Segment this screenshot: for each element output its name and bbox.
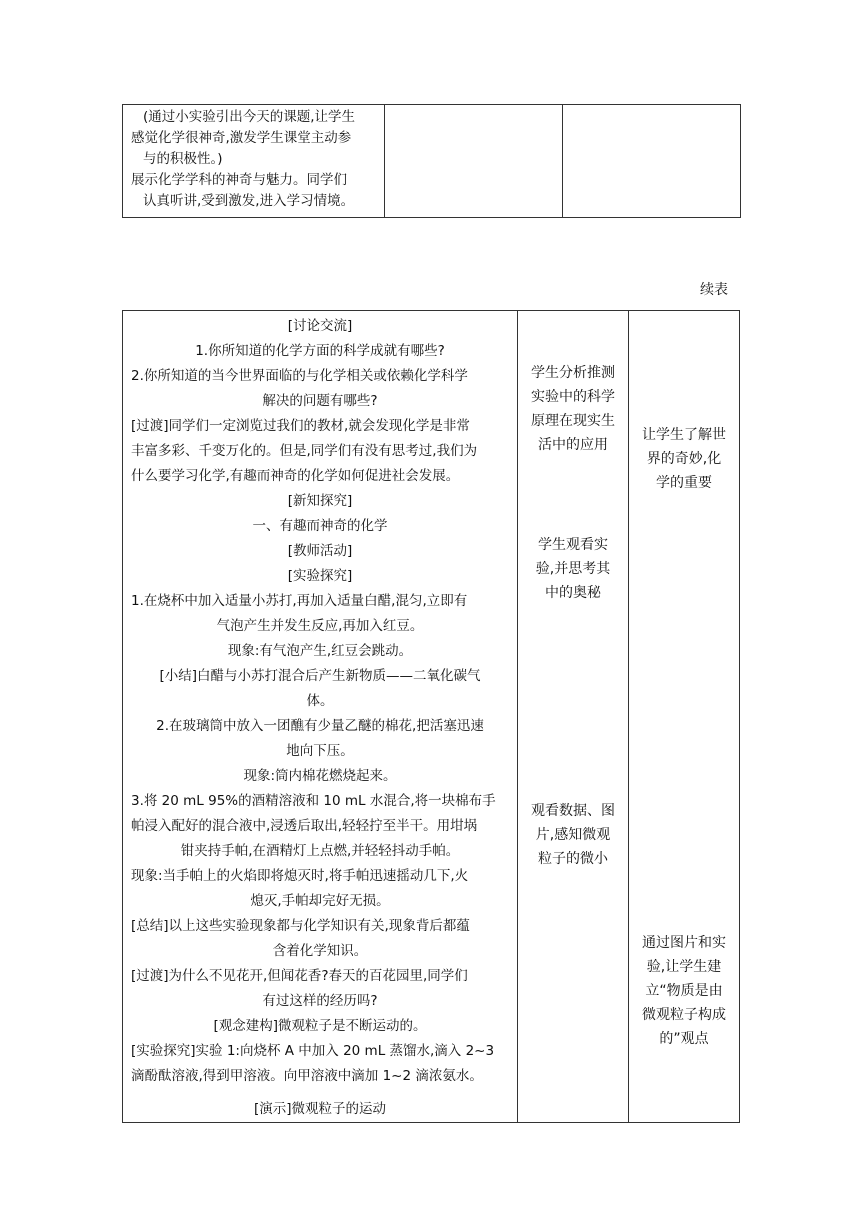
text-line: 观看数据、图 [531, 803, 615, 819]
student-activity-block [524, 799, 622, 871]
table-row [123, 105, 741, 218]
text-line: 微观粒子构成 [642, 1007, 726, 1023]
text-line: 让学生了解世 [642, 427, 726, 443]
text-line: [过渡]同学们一定浏览过我们的教材,就会发现化学是非常 [131, 418, 470, 434]
text-line: 感觉化学很神奇,激发学生课堂主动参 [131, 130, 352, 146]
text-line: 认真听讲,受到激发,进入学习情境。 [143, 193, 355, 209]
text-line: 通过图片和实 [642, 935, 726, 951]
continued-label: 续表 [700, 282, 728, 298]
text-line: 3.将 20 mL 95%的酒精溶液和 10 mL 水混合,将一块棉布手 [131, 793, 496, 809]
student-activity-block [524, 361, 622, 457]
text-line: 粒子的微小 [538, 851, 608, 867]
text-line: [演示]微观粒子的运动 [253, 1101, 387, 1117]
text-line: 活中的应用 [538, 437, 608, 453]
design-intent-block [635, 931, 733, 1051]
table-row [123, 311, 740, 1123]
text-line: 解决的问题有哪些? [262, 393, 378, 409]
text-line: (通过小实验引出今天的课题,让学生 [143, 109, 356, 125]
text-line: [实验探究]实验 1:向烧杯 A 中加入 20 mL 蒸馏水,滴入 2~3 [131, 1043, 495, 1059]
text-line: 展示化学学科的神奇与魅力。同学们 [131, 172, 347, 188]
text-line: 片,感知微观 [535, 827, 611, 843]
section-heading: 一、有趣而神奇的化学 [252, 518, 388, 534]
teacher-activity-cell [123, 105, 385, 218]
text-line: 实验中的科学 [531, 389, 615, 405]
text-line: 帕浸入配好的混合液中,浸透后取出,轻轻拧至半干。用坩埚 [131, 818, 478, 834]
text-line: 2.你所知道的当今世界面临的与化学相关或依赖化学科学 [131, 368, 468, 384]
text-line: 学的重要 [656, 475, 712, 491]
text-line: 现象:有气泡产生,红豆会跳动。 [227, 643, 413, 659]
lesson-table-top [122, 104, 741, 218]
text-line: [观念建构]微观粒子是不断运动的。 [213, 1018, 427, 1034]
student-activity-cell [518, 311, 629, 1123]
section-heading: [讨论交流] [287, 318, 353, 334]
text-line: 滴酚酞溶液,得到甲溶液。向甲溶液中滴加 1~2 滴浓氨水。 [131, 1068, 483, 1084]
text-line: [过渡]为什么不见花开,但闻花香?春天的百花园里,同学们 [131, 968, 468, 984]
section-heading: [实验探究] [287, 568, 353, 584]
text-line: 2.在玻璃筒中放入一团醮有少量乙醚的棉花,把活塞迅速 [156, 718, 484, 734]
text-line: 丰富多彩、千变万化的。但是,同学们有没有思考过,我们为 [131, 443, 478, 459]
text-line: 学生分析推测 [531, 365, 615, 381]
design-intent-cell [563, 105, 741, 218]
design-intent-cell [629, 311, 740, 1123]
text-line: 有过这样的经历吗? [262, 993, 378, 1009]
text-line: 立“物质是由 [645, 983, 723, 999]
text-line: 原理在现实生 [531, 413, 615, 429]
text-line: 什么要学习化学,有趣而神奇的化学如何促进社会发展。 [131, 468, 460, 484]
section-heading: [教师活动] [287, 543, 353, 559]
text-line: [小结]白醋与小苏打混合后产生新物质——二氧化碳气 [159, 668, 481, 684]
text-line: 界的奇妙,化 [646, 451, 722, 467]
text-line: [总结]以上这些实验现象都与化学知识有关,现象背后都蕴 [131, 918, 470, 934]
text-line: 钳夹持手帕,在酒精灯上点燃,并轻轻抖动手帕。 [180, 843, 460, 859]
text-line: 1.在烧杯中加入适量小苏打,再加入适量白醋,混匀,立即有 [131, 593, 468, 609]
text-line: 中的奥秘 [545, 585, 601, 601]
text-line: 现象:筒内棉花燃烧起来。 [243, 768, 397, 784]
text-line: 体。 [306, 693, 334, 709]
teacher-activity-cell [123, 311, 518, 1123]
text-line: 气泡产生并发生反应,再加入红豆。 [216, 618, 424, 634]
text-line: 验,并思考其 [535, 561, 611, 577]
student-activity-block [524, 533, 622, 605]
text-line: 学生观看实 [538, 537, 608, 553]
text-line: 1.你所知道的化学方面的科学成就有哪些? [195, 343, 445, 359]
text-line: 与的积极性。) [143, 151, 223, 167]
lesson-table-continued [122, 310, 740, 1123]
text-line: 地向下压。 [286, 743, 354, 759]
student-activity-cell [385, 105, 563, 218]
design-intent-block [635, 423, 733, 495]
text-line: 熄灭,手帕却完好无损。 [250, 893, 390, 909]
text-line: 的”观点 [659, 1031, 709, 1047]
text-line: 现象:当手帕上的火焰即将熄灭时,将手帕迅速摇动几下,火 [131, 868, 469, 884]
section-heading: [新知探究] [287, 493, 353, 509]
text-line: 含着化学知识。 [272, 943, 368, 959]
text-line: 验,让学生建 [646, 959, 722, 975]
